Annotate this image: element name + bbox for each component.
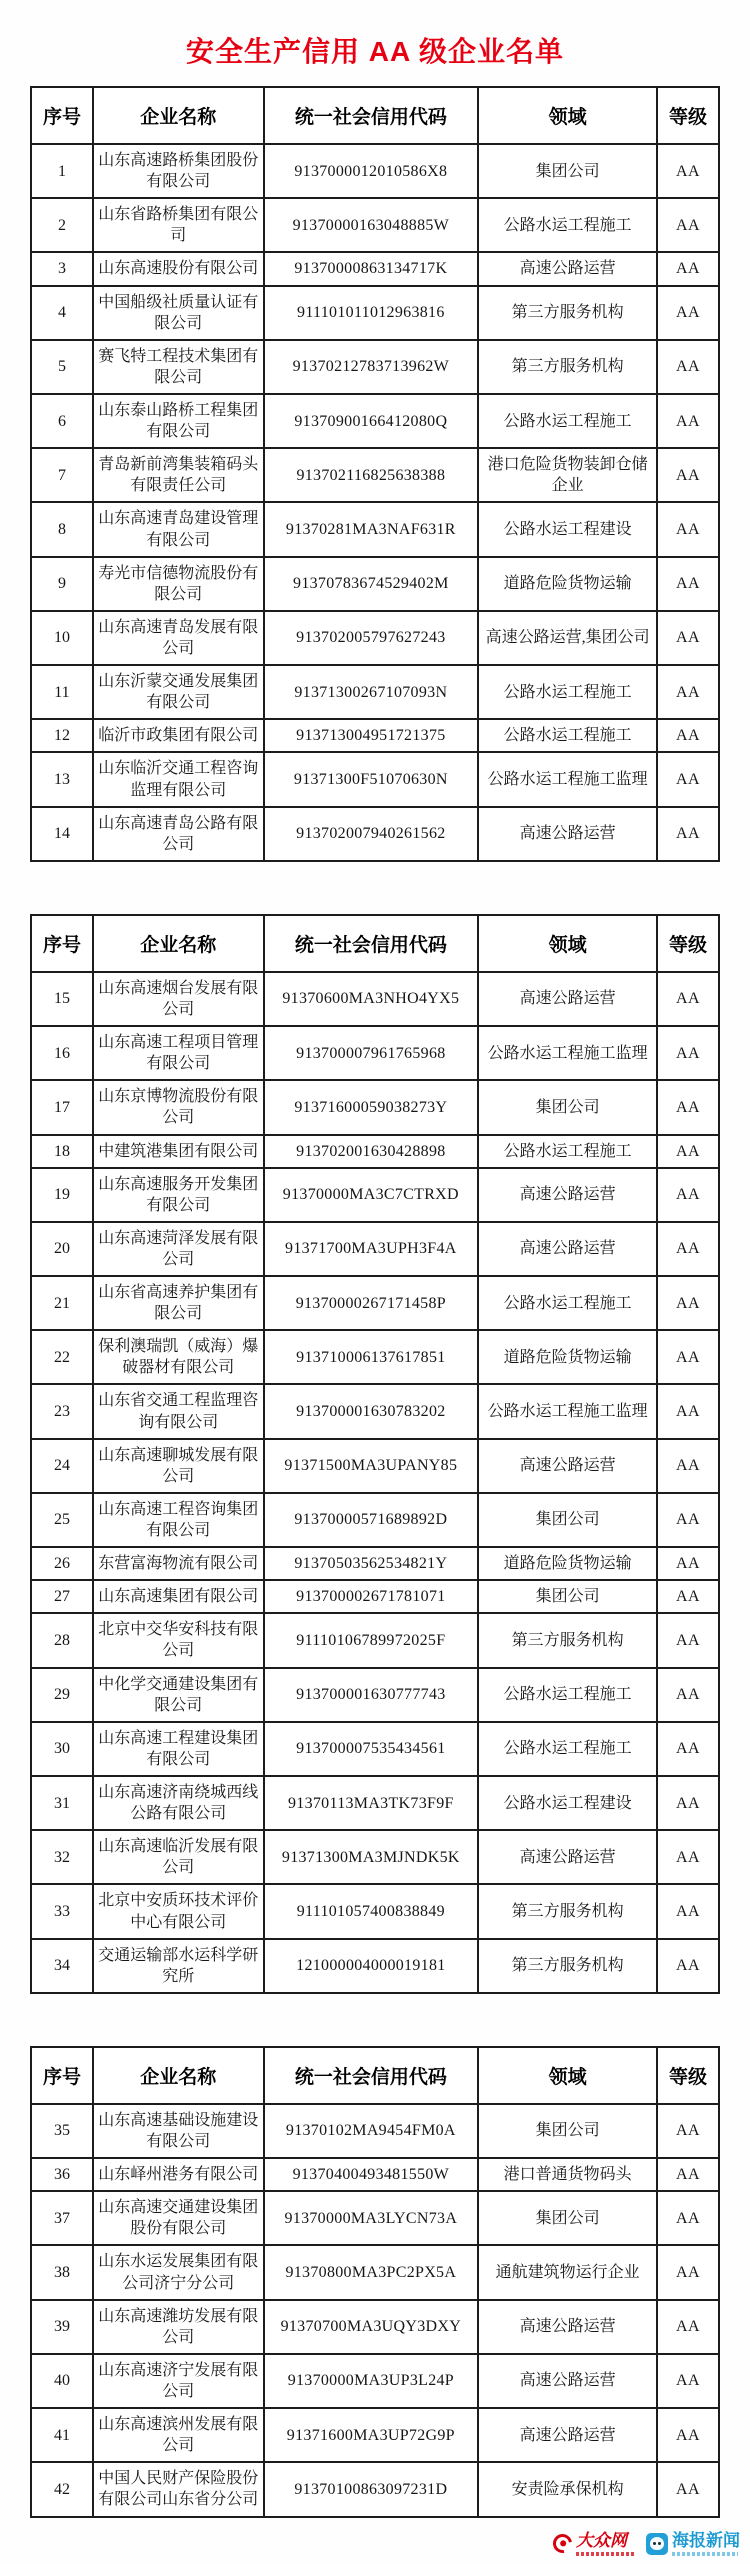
header-serial: 序号 xyxy=(31,2047,93,2104)
dazhong-logo-subline xyxy=(576,2552,634,2556)
grade-cell: AA xyxy=(657,2300,719,2354)
haibao-logo-icon xyxy=(646,2533,668,2555)
grade-cell: AA xyxy=(657,2354,719,2408)
header-field: 领域 xyxy=(478,87,657,144)
field-cell: 公路水运工程施工 xyxy=(478,1276,657,1330)
field-cell: 第三方服务机构 xyxy=(478,286,657,340)
field-cell: 第三方服务机构 xyxy=(478,1939,657,1993)
credit-code-cell: 91371700MA3UPH3F4A xyxy=(264,1222,479,1276)
company-name-cell: 山东高速股份有限公司 xyxy=(93,252,264,285)
table-header-row xyxy=(31,87,719,144)
field-cell: 公路水运工程施工 xyxy=(478,665,657,719)
credit-code-cell: 91371500MA3UPANY85 xyxy=(264,1439,479,1493)
enterprise-table-3 xyxy=(30,2046,720,2518)
table-row xyxy=(31,1776,719,1830)
serial-cell: 4 xyxy=(31,286,93,340)
grade-cell: AA xyxy=(657,1330,719,1384)
company-name-cell: 山东高速烟台发展有限公司 xyxy=(93,972,264,1026)
serial-cell: 11 xyxy=(31,665,93,719)
table-row xyxy=(31,252,719,285)
serial-cell: 23 xyxy=(31,1384,93,1438)
field-cell: 公路水运工程施工 xyxy=(478,1135,657,1168)
header-credit-code: 统一社会信用代码 xyxy=(264,2047,479,2104)
grade-cell: AA xyxy=(657,394,719,448)
field-cell: 集团公司 xyxy=(478,2191,657,2245)
field-cell: 公路水运工程施工 xyxy=(478,719,657,752)
field-cell: 第三方服务机构 xyxy=(478,1884,657,1938)
field-cell: 高速公路运营 xyxy=(478,2300,657,2354)
enterprise-table-1 xyxy=(30,86,720,862)
table-row xyxy=(31,144,719,198)
table-row xyxy=(31,1276,719,1330)
grade-cell: AA xyxy=(657,807,719,861)
company-name-cell: 山东高速临沂发展有限公司 xyxy=(93,1830,264,1884)
credit-code-cell: 91110106789972025F xyxy=(264,1613,479,1667)
credit-code-cell: 121000004000019181 xyxy=(264,1939,479,1993)
table-row xyxy=(31,1668,719,1722)
credit-code-cell: 91370000163048885W xyxy=(264,198,479,252)
serial-cell: 3 xyxy=(31,252,93,285)
grade-cell: AA xyxy=(657,1493,719,1547)
table-row xyxy=(31,1939,719,1993)
field-cell: 公路水运工程建设 xyxy=(478,1776,657,1830)
table-row xyxy=(31,2104,719,2158)
credit-code-cell: 911101011012963816 xyxy=(264,286,479,340)
table-row xyxy=(31,719,719,752)
field-cell: 高速公路运营 xyxy=(478,807,657,861)
grade-cell: AA xyxy=(657,665,719,719)
grade-cell: AA xyxy=(657,2245,719,2299)
header-company-name: 企业名称 xyxy=(93,915,264,972)
company-name-cell: 东营富海物流有限公司 xyxy=(93,1547,264,1580)
company-name-cell: 山东省路桥集团有限公司 xyxy=(93,198,264,252)
serial-cell: 14 xyxy=(31,807,93,861)
grade-cell: AA xyxy=(657,1222,719,1276)
grade-cell: AA xyxy=(657,1135,719,1168)
credit-code-cell: 913700007535434561 xyxy=(264,1722,479,1776)
credit-code-cell: 913700002671781071 xyxy=(264,1580,479,1613)
table-row xyxy=(31,1080,719,1134)
field-cell: 第三方服务机构 xyxy=(478,1613,657,1667)
dazhong-logo-icon xyxy=(549,2530,575,2556)
grade-cell: AA xyxy=(657,1939,719,1993)
serial-cell: 38 xyxy=(31,2245,93,2299)
serial-cell: 12 xyxy=(31,719,93,752)
grade-cell: AA xyxy=(657,2462,719,2516)
field-cell: 高速公路运营,集团公司 xyxy=(478,611,657,665)
grade-cell: AA xyxy=(657,752,719,806)
company-name-cell: 山东高速工程咨询集团有限公司 xyxy=(93,1493,264,1547)
grade-cell: AA xyxy=(657,2191,719,2245)
credit-code-cell: 91371300267107093N xyxy=(264,665,479,719)
grade-cell: AA xyxy=(657,1080,719,1134)
grade-cell: AA xyxy=(657,719,719,752)
credit-code-cell: 913700007961765968 xyxy=(264,1026,479,1080)
table-row xyxy=(31,2158,719,2191)
company-name-cell: 山东高速服务开发集团有限公司 xyxy=(93,1168,264,1222)
company-name-cell: 山东高速青岛建设管理有限公司 xyxy=(93,502,264,556)
serial-cell: 29 xyxy=(31,1668,93,1722)
field-cell: 公路水运工程施工 xyxy=(478,198,657,252)
company-name-cell: 交通运输部水运科学研究所 xyxy=(93,1939,264,1993)
company-name-cell: 山东峄州港务有限公司 xyxy=(93,2158,264,2191)
credit-code-cell: 91371600MA3UP72G9P xyxy=(264,2408,479,2462)
table-row xyxy=(31,1547,719,1580)
credit-code-cell: 91370102MA9454FM0A xyxy=(264,2104,479,2158)
company-name-cell: 寿光市信德物流股份有限公司 xyxy=(93,557,264,611)
company-name-cell: 山东高速青岛公路有限公司 xyxy=(93,807,264,861)
serial-cell: 17 xyxy=(31,1080,93,1134)
grade-cell: AA xyxy=(657,1026,719,1080)
credit-code-cell: 91371300F51070630N xyxy=(264,752,479,806)
serial-cell: 24 xyxy=(31,1439,93,1493)
table-row xyxy=(31,1884,719,1938)
header-grade: 等级 xyxy=(657,2047,719,2104)
field-cell: 集团公司 xyxy=(478,2104,657,2158)
serial-cell: 22 xyxy=(31,1330,93,1384)
credit-code-cell: 91370100863097231D xyxy=(264,2462,479,2516)
serial-cell: 1 xyxy=(31,144,93,198)
grade-cell: AA xyxy=(657,2104,719,2158)
table-row xyxy=(31,198,719,252)
grade-cell: AA xyxy=(657,502,719,556)
credit-code-cell: 91370600MA3NHO4YX5 xyxy=(264,972,479,1026)
haibao-logo-subline xyxy=(672,2552,738,2556)
credit-code-cell: 913713004951721375 xyxy=(264,719,479,752)
grade-cell: AA xyxy=(657,1384,719,1438)
grade-cell: AA xyxy=(657,198,719,252)
table-row xyxy=(31,557,719,611)
credit-code-cell: 913700001630777743 xyxy=(264,1668,479,1722)
company-name-cell: 青岛新前湾集装箱码头有限责任公司 xyxy=(93,448,264,502)
grade-cell: AA xyxy=(657,1547,719,1580)
grade-cell: AA xyxy=(657,557,719,611)
credit-code-cell: 91370800MA3PC2PX5A xyxy=(264,2245,479,2299)
serial-cell: 18 xyxy=(31,1135,93,1168)
table-row xyxy=(31,394,719,448)
serial-cell: 40 xyxy=(31,2354,93,2408)
enterprise-table-2 xyxy=(30,914,720,1994)
serial-cell: 21 xyxy=(31,1276,93,1330)
serial-cell: 6 xyxy=(31,394,93,448)
credit-code-cell: 913702116825638388 xyxy=(264,448,479,502)
haibao-logo-label: 海报新闻 xyxy=(672,2530,740,2550)
table-row xyxy=(31,1026,719,1080)
header-field: 领域 xyxy=(478,2047,657,2104)
field-cell: 公路水运工程施工监理 xyxy=(478,752,657,806)
credit-code-cell: 913710006137617851 xyxy=(264,1330,479,1384)
credit-code-cell: 91370900166412080Q xyxy=(264,394,479,448)
field-cell: 道路危险货物运输 xyxy=(478,557,657,611)
field-cell: 集团公司 xyxy=(478,144,657,198)
field-cell: 高速公路运营 xyxy=(478,1439,657,1493)
credit-code-cell: 91370000MA3C7CTRXD xyxy=(264,1168,479,1222)
table-row xyxy=(31,611,719,665)
company-name-cell: 山东高速基础设施建设有限公司 xyxy=(93,2104,264,2158)
header-company-name: 企业名称 xyxy=(93,2047,264,2104)
table-row xyxy=(31,286,719,340)
company-name-cell: 山东高速工程建设集团有限公司 xyxy=(93,1722,264,1776)
grade-cell: AA xyxy=(657,1884,719,1938)
field-cell: 高速公路运营 xyxy=(478,1222,657,1276)
table-row xyxy=(31,1613,719,1667)
header-company-name: 企业名称 xyxy=(93,87,264,144)
grade-cell: AA xyxy=(657,1776,719,1830)
field-cell: 通航建筑物运行企业 xyxy=(478,2245,657,2299)
company-name-cell: 山东临沂交通工程咨询监理有限公司 xyxy=(93,752,264,806)
serial-cell: 10 xyxy=(31,611,93,665)
grade-cell: AA xyxy=(657,1276,719,1330)
serial-cell: 16 xyxy=(31,1026,93,1080)
credit-code-cell: 91371300MA3MJNDK5K xyxy=(264,1830,479,1884)
field-cell: 安责险承保机构 xyxy=(478,2462,657,2516)
grade-cell: AA xyxy=(657,1830,719,1884)
table-row xyxy=(31,1384,719,1438)
field-cell: 港口危险货物装卸仓储企业 xyxy=(478,448,657,502)
serial-cell: 25 xyxy=(31,1493,93,1547)
serial-cell: 31 xyxy=(31,1776,93,1830)
table-row xyxy=(31,340,719,394)
company-name-cell: 北京中安质环技术评价中心有限公司 xyxy=(93,1884,264,1938)
grade-cell: AA xyxy=(657,448,719,502)
table-row xyxy=(31,2300,719,2354)
credit-code-cell: 91370503562534821Y xyxy=(264,1547,479,1580)
field-cell: 集团公司 xyxy=(478,1580,657,1613)
table-row xyxy=(31,1168,719,1222)
credit-code-cell: 91370000571689892D xyxy=(264,1493,479,1547)
company-name-cell: 中建筑港集团有限公司 xyxy=(93,1135,264,1168)
field-cell: 高速公路运营 xyxy=(478,972,657,1026)
grade-cell: AA xyxy=(657,252,719,285)
credit-code-cell: 913702005797627243 xyxy=(264,611,479,665)
company-name-cell: 山东高速交通建设集团股份有限公司 xyxy=(93,2191,264,2245)
field-cell: 道路危险货物运输 xyxy=(478,1330,657,1384)
company-name-cell: 山东高速路桥集团股份有限公司 xyxy=(93,144,264,198)
haibao-logo xyxy=(646,2532,740,2556)
serial-cell: 2 xyxy=(31,198,93,252)
table-row xyxy=(31,448,719,502)
credit-code-cell: 91370400493481550W xyxy=(264,2158,479,2191)
company-name-cell: 中国人民财产保险股份有限公司山东省分公司 xyxy=(93,2462,264,2516)
header-grade: 等级 xyxy=(657,915,719,972)
serial-cell: 35 xyxy=(31,2104,93,2158)
company-name-cell: 山东高速潍坊发展有限公司 xyxy=(93,2300,264,2354)
page-title: 安全生产信用 AA 级企业名单 xyxy=(186,36,564,67)
company-name-cell: 山东高速滨州发展有限公司 xyxy=(93,2408,264,2462)
table-header-row xyxy=(31,915,719,972)
credit-code-cell: 911101057400838849 xyxy=(264,1884,479,1938)
field-cell: 高速公路运营 xyxy=(478,2408,657,2462)
header-grade: 等级 xyxy=(657,87,719,144)
grade-cell: AA xyxy=(657,1439,719,1493)
credit-code-cell: 91370783674529402M xyxy=(264,557,479,611)
table-row xyxy=(31,502,719,556)
company-name-cell: 山东省高速养护集团有限公司 xyxy=(93,1276,264,1330)
serial-cell: 20 xyxy=(31,1222,93,1276)
grade-cell: AA xyxy=(657,972,719,1026)
company-name-cell: 赛飞特工程技术集团有限公司 xyxy=(93,340,264,394)
grade-cell: AA xyxy=(657,1613,719,1667)
table-row xyxy=(31,1580,719,1613)
serial-cell: 8 xyxy=(31,502,93,556)
grade-cell: AA xyxy=(657,1668,719,1722)
company-name-cell: 保利澳瑞凯（威海）爆破器材有限公司 xyxy=(93,1330,264,1384)
field-cell: 公路水运工程施工 xyxy=(478,1722,657,1776)
field-cell: 高速公路运营 xyxy=(478,1168,657,1222)
table-row xyxy=(31,1722,719,1776)
company-name-cell: 山东高速工程项目管理有限公司 xyxy=(93,1026,264,1080)
credit-code-cell: 91371600059038273Y xyxy=(264,1080,479,1134)
table-row xyxy=(31,1135,719,1168)
company-name-cell: 山东高速集团有限公司 xyxy=(93,1580,264,1613)
credit-code-cell: 913700001630783202 xyxy=(264,1384,479,1438)
serial-cell: 7 xyxy=(31,448,93,502)
company-name-cell: 山东水运发展集团有限公司济宁分公司 xyxy=(93,2245,264,2299)
table-row xyxy=(31,1330,719,1384)
serial-cell: 19 xyxy=(31,1168,93,1222)
grade-cell: AA xyxy=(657,144,719,198)
table-row xyxy=(31,752,719,806)
company-name-cell: 山东高速青岛发展有限公司 xyxy=(93,611,264,665)
table-row xyxy=(31,1439,719,1493)
serial-cell: 36 xyxy=(31,2158,93,2191)
company-name-cell: 山东京博物流股份有限公司 xyxy=(93,1080,264,1134)
footer-logos xyxy=(0,2518,750,2564)
credit-code-cell: 91370281MA3NAF631R xyxy=(264,502,479,556)
serial-cell: 15 xyxy=(31,972,93,1026)
serial-cell: 42 xyxy=(31,2462,93,2516)
credit-code-cell: 91370700MA3UQY3DXY xyxy=(264,2300,479,2354)
header-serial: 序号 xyxy=(31,915,93,972)
serial-cell: 32 xyxy=(31,1830,93,1884)
credit-code-cell: 913702001630428898 xyxy=(264,1135,479,1168)
table-row xyxy=(31,665,719,719)
dazhong-logo-label: 大众网 xyxy=(576,2530,627,2550)
field-cell: 道路危险货物运输 xyxy=(478,1547,657,1580)
company-name-cell: 中化学交通建设集团有限公司 xyxy=(93,1668,264,1722)
table-row xyxy=(31,1493,719,1547)
serial-cell: 13 xyxy=(31,752,93,806)
company-name-cell: 临沂市政集团有限公司 xyxy=(93,719,264,752)
grade-cell: AA xyxy=(657,1722,719,1776)
table-header-row xyxy=(31,2047,719,2104)
grade-cell: AA xyxy=(657,611,719,665)
field-cell: 高速公路运营 xyxy=(478,252,657,285)
field-cell: 公路水运工程施工 xyxy=(478,394,657,448)
table-row xyxy=(31,2354,719,2408)
grade-cell: AA xyxy=(657,286,719,340)
company-name-cell: 山东沂蒙交通发展集团有限公司 xyxy=(93,665,264,719)
serial-cell: 28 xyxy=(31,1613,93,1667)
serial-cell: 34 xyxy=(31,1939,93,1993)
field-cell: 高速公路运营 xyxy=(478,1830,657,1884)
table-row xyxy=(31,2462,719,2516)
field-cell: 公路水运工程施工监理 xyxy=(478,1384,657,1438)
company-name-cell: 山东泰山路桥工程集团有限公司 xyxy=(93,394,264,448)
serial-cell: 27 xyxy=(31,1580,93,1613)
credit-code-cell: 91370000267171458P xyxy=(264,1276,479,1330)
company-name-cell: 山东高速聊城发展有限公司 xyxy=(93,1439,264,1493)
credit-code-cell: 91370000MA3UP3L24P xyxy=(264,2354,479,2408)
serial-cell: 30 xyxy=(31,1722,93,1776)
table-row xyxy=(31,1830,719,1884)
field-cell: 第三方服务机构 xyxy=(478,340,657,394)
header-serial: 序号 xyxy=(31,87,93,144)
header-field: 领域 xyxy=(478,915,657,972)
serial-cell: 9 xyxy=(31,557,93,611)
grade-cell: AA xyxy=(657,1580,719,1613)
table-row xyxy=(31,2408,719,2462)
company-name-cell: 北京中交华安科技有限公司 xyxy=(93,1613,264,1667)
credit-code-cell: 9137000012010586X8 xyxy=(264,144,479,198)
field-cell: 公路水运工程施工 xyxy=(478,1668,657,1722)
table-row xyxy=(31,1222,719,1276)
serial-cell: 39 xyxy=(31,2300,93,2354)
field-cell: 公路水运工程施工监理 xyxy=(478,1026,657,1080)
table-row xyxy=(31,2191,719,2245)
credit-code-cell: 91370113MA3TK73F9F xyxy=(264,1776,479,1830)
grade-cell: AA xyxy=(657,2158,719,2191)
credit-code-cell: 91370212783713962W xyxy=(264,340,479,394)
company-name-cell: 山东高速济宁发展有限公司 xyxy=(93,2354,264,2408)
company-name-cell: 中国船级社质量认证有限公司 xyxy=(93,286,264,340)
field-cell: 公路水运工程建设 xyxy=(478,502,657,556)
field-cell: 集团公司 xyxy=(478,1080,657,1134)
credit-code-cell: 913702007940261562 xyxy=(264,807,479,861)
credit-code-cell: 91370000MA3LYCN73A xyxy=(264,2191,479,2245)
grade-cell: AA xyxy=(657,2408,719,2462)
serial-cell: 41 xyxy=(31,2408,93,2462)
company-name-cell: 山东省交通工程监理咨询有限公司 xyxy=(93,1384,264,1438)
field-cell: 集团公司 xyxy=(478,1493,657,1547)
serial-cell: 26 xyxy=(31,1547,93,1580)
grade-cell: AA xyxy=(657,340,719,394)
field-cell: 高速公路运营 xyxy=(478,2354,657,2408)
field-cell: 港口普通货物码头 xyxy=(478,2158,657,2191)
table-row xyxy=(31,972,719,1026)
company-name-cell: 山东高速济南绕城西线公路有限公司 xyxy=(93,1776,264,1830)
grade-cell: AA xyxy=(657,1168,719,1222)
dazhong-logo xyxy=(553,2532,634,2556)
table-row xyxy=(31,2245,719,2299)
table-row xyxy=(31,807,719,861)
header-credit-code: 统一社会信用代码 xyxy=(264,915,479,972)
serial-cell: 5 xyxy=(31,340,93,394)
credit-code-cell: 91370000863134717K xyxy=(264,252,479,285)
company-name-cell: 山东高速菏泽发展有限公司 xyxy=(93,1222,264,1276)
serial-cell: 33 xyxy=(31,1884,93,1938)
serial-cell: 37 xyxy=(31,2191,93,2245)
header-credit-code: 统一社会信用代码 xyxy=(264,87,479,144)
